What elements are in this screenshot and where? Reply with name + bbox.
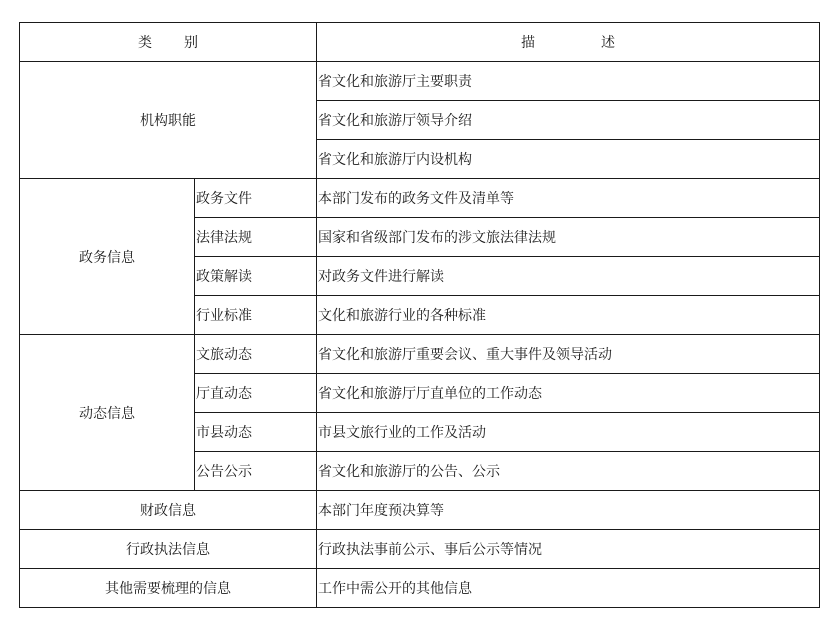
category-cell: 动态信息 [20,335,195,491]
header-category-char-2: 别 [184,35,198,51]
description-cell: 省文化和旅游厅领导介绍 [317,101,820,140]
subcategory-cell: 政策解读 [195,257,317,296]
description-cell: 本部门发布的政务文件及清单等 [317,179,820,218]
subcategory-cell: 厅直动态 [195,374,317,413]
header-description [317,23,820,62]
description-cell: 省文化和旅游厅重要会议、重大事件及领导活动 [317,335,820,374]
description-cell: 文化和旅游行业的各种标准 [317,296,820,335]
header-description-char-1: 描 [521,35,535,51]
subcategory-cell: 法律法规 [195,218,317,257]
header-category [20,23,317,62]
category-cell: 机构职能 [20,62,317,179]
subcategory-cell: 公告公示 [195,452,317,491]
subcategory-cell: 行业标准 [195,296,317,335]
description-cell: 省文化和旅游厅的公告、公示 [317,452,820,491]
category-cell: 政务信息 [20,179,195,335]
subcategory-cell: 政务文件 [195,179,317,218]
description-cell: 市县文旅行业的工作及活动 [317,413,820,452]
subcategory-cell: 市县动态 [195,413,317,452]
table-row [20,179,820,218]
description-cell: 对政务文件进行解读 [317,257,820,296]
category-cell: 行政执法信息 [20,530,317,569]
table-row [20,62,820,101]
subcategory-cell: 文旅动态 [195,335,317,374]
header-row [20,23,820,62]
description-cell: 本部门年度预决算等 [317,491,820,530]
header-category-char-1: 类 [138,35,152,51]
table-row [20,569,820,608]
category-cell: 财政信息 [20,491,317,530]
category-cell: 其他需要梳理的信息 [20,569,317,608]
description-cell: 省文化和旅游厅主要职责 [317,62,820,101]
info-disclosure-table [19,22,820,608]
description-cell: 工作中需公开的其他信息 [317,569,820,608]
description-cell: 省文化和旅游厅厅直单位的工作动态 [317,374,820,413]
description-cell: 省文化和旅游厅内设机构 [317,140,820,179]
description-cell: 行政执法事前公示、事后公示等情况 [317,530,820,569]
table-row [20,491,820,530]
table-row [20,335,820,374]
header-description-char-2: 述 [601,35,615,51]
description-cell: 国家和省级部门发布的涉文旅法律法规 [317,218,820,257]
table-row [20,530,820,569]
